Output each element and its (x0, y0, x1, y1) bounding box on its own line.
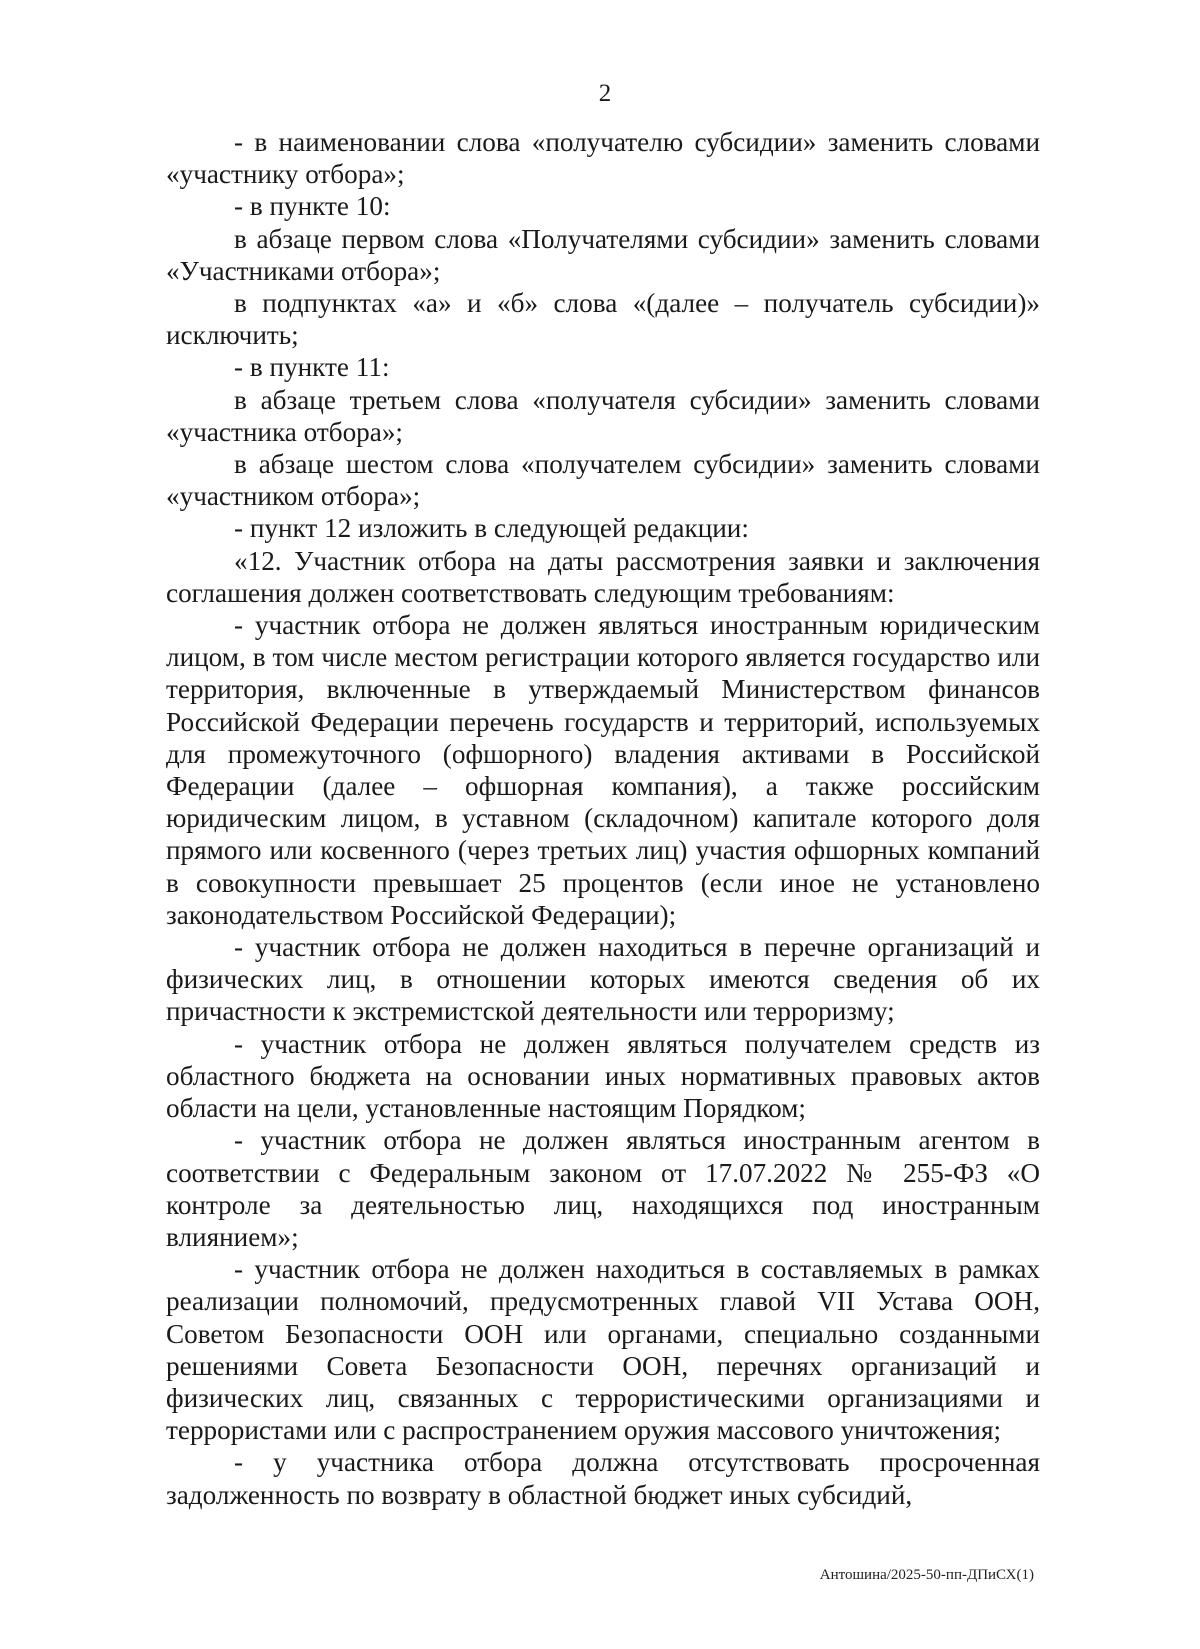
document-body (166, 126, 1040, 1511)
paragraph: «12. Участник отбора на даты рассмотрения заявки и заключения соглашения должен соответствовать следующим требованиям: (166, 545, 1040, 608)
paragraph: - в пункте 11: (234, 352, 390, 383)
paragraph: - в наименовании слова «получателю субсидии» заменить словами «участнику отбора»; (166, 127, 1040, 190)
paragraph: - участник отбора не должен являться получателем средств из областного бюджета на основании иных нормативных правовых актов области на цели, установленные настоящим Порядком; (166, 1028, 1040, 1124)
paragraph: - у участника отбора должна отсутствовать просроченная задолженность по возврату в областной бюджет иных субсидий, (166, 1447, 1040, 1510)
page-number: 2 (598, 80, 612, 107)
paragraph: - в пункте 10: (234, 191, 391, 222)
paragraph: - участник отбора не должен являться иностранным юридическим лицом, в том числе местом регистрации которого является государство или территория, включенные в утверждаемый Министерством финансов Российской Федерации перечень государств и территорий, используемых для промежуточного (офшорного) владения активами в Российской Федерации (далее – офшорная компания), а также российским юридическим лицом, в уставном (складочном) капитале которого доля прямого или косвенного (через третьих лиц) участия офшорных компаний в совокупности превышает 25 процентов (если иное не установлено законодательством Российской Федерации); (166, 610, 1040, 930)
paragraph: в подпунктах «а» и «б» слова «(далее – получатель субсидии)» исключить; (166, 288, 1040, 351)
paragraph: - участник отбора не должен находиться в составляемых в рамках реализации полномочий, предусмотренных главой VII Устава ООН, Советом Безопасности ООН или органами, специально созданными решениями Совета Безопасности ООН, перечнях организаций и физических лиц, связанных с террористическими организациями и террористами или с распространением оружия массового уничтожения; (166, 1254, 1040, 1446)
paragraph: в абзаце первом слова «Получателями субсидии» заменить словами «Участниками отбора»; (166, 223, 1040, 286)
paragraph: - участник отбора не должен находиться в перечне организаций и физических лиц, в отношении которых имеются сведения об их причастности к экстремистской деятельности или терроризму; (166, 932, 1040, 1027)
footer-reference: Антошина/2025-50-пп-ДПиСХ(1) (819, 1567, 1034, 1583)
paragraph: в абзаце третьем слова «получателя субсидии» заменить словами «участника отбора»; (166, 384, 1040, 447)
paragraph: в абзаце шестом слова «получателем субсидии» заменить словами «участником отбора»; (166, 449, 1040, 512)
paragraph: - участник отбора не должен являться иностранным агентом в соответствии с Федеральным законом от 17.07.2022 № 255-ФЗ «О контроле за деятельностью лиц, находящихся под иностранным влиянием»; (166, 1125, 1040, 1252)
paragraph: - пункт 12 изложить в следующей редакции: (234, 513, 749, 544)
